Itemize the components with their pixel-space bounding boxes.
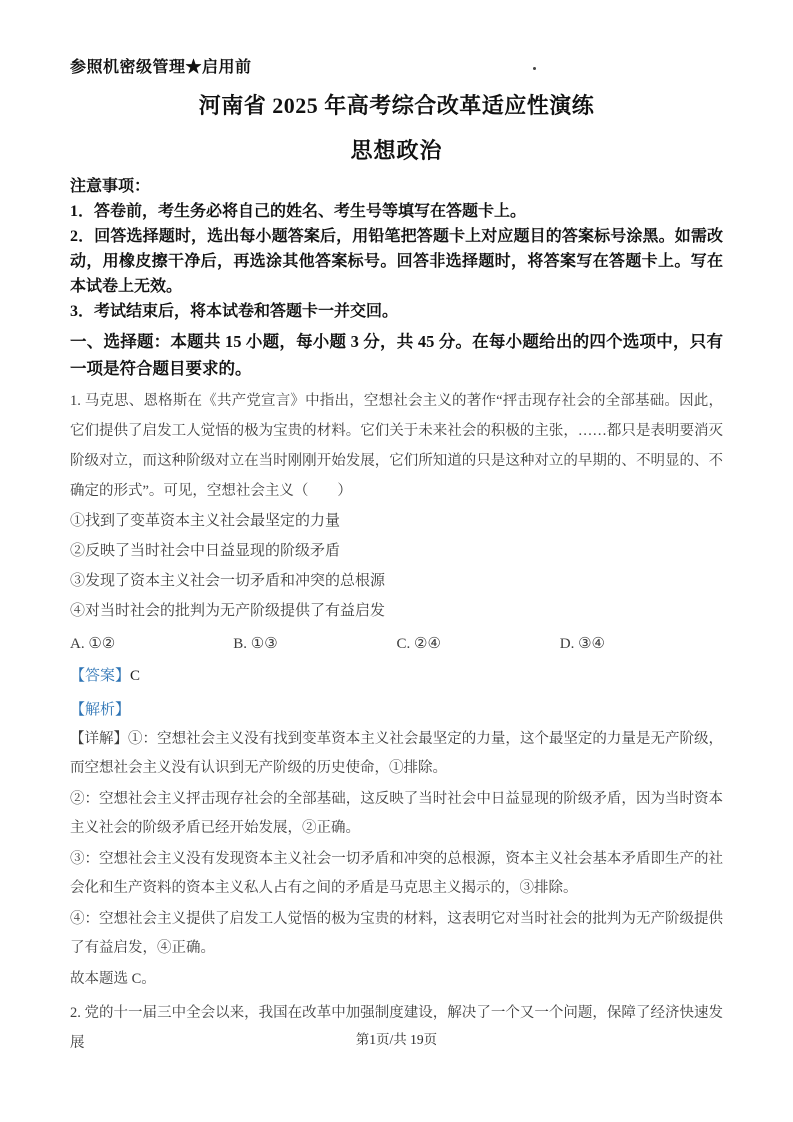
detail-paragraph-3: ③：空想社会主义没有发现资本主义社会一切矛盾和冲突的总根源，资本主义社会基本矛盾即生产的社会化和生产资料的资本主义私人占有之间的矛盾是马克思主义揭示的，③排除。 [70,851,723,896]
question-1-options [70,631,723,657]
answer-line [70,661,723,691]
option-c: C. ②④ [396,636,441,652]
detail-paragraph-2: ②：空想社会主义抨击现存社会的全部基础，这反映了当时社会中日益显现的阶级矛盾，因为当时资本主义社会的阶级矛盾已经开始发展，②正确。 [70,791,723,836]
detail-paragraph-1: 【详解】①：空想社会主义没有找到变革资本主义社会最坚定的力量，这个最坚定的力量是无产阶级，而空想社会主义没有认识到无产阶级的历史使命，①排除。 [70,731,723,776]
analysis-line [70,695,723,725]
question-1-statement-2: ②反映了当时社会中日益显现的阶级矛盾 [70,543,341,559]
subject-title: 思想政治 [350,138,443,163]
question-1-statement-4: ④对当时社会的批判为无产阶级提供了有益启发 [70,603,386,619]
question-2-stem: 2. 党的十一届三中全会以来，我国在改革中加强制度建设，解决了一个又一个问题，保障了经济快速发展 [70,1005,723,1051]
answer-marker: 【答案】 [70,668,131,684]
notice-item-2: 2．回答选择题时，选出每小题答案后，用铅笔把答题卡上对应题目的答案标号涂黑。如需改动，用橡皮擦干净后，再选涂其他答案标号。回答非选择题时，将答案写在答题卡上。写在本试卷上无效。 [70,228,723,295]
option-a: A. ①② [70,636,116,652]
detail-conclusion: 故本题选 C。 [70,971,156,987]
option-b: B. ①③ [233,636,278,652]
classification-notice: 参照机密级管理★启用前 [70,59,252,76]
detail-paragraph-4: ④：空想社会主义提供了启发工人觉悟的极为宝贵的材料，这表明它对当时社会的批判为无产阶级提供了有益启发，④正确。 [70,911,723,956]
page-title: 河南省 2025 年高考综合改革适应性演练 [198,93,595,118]
page-number-footer: 第1页/共 19页 [355,1032,438,1047]
analysis-marker: 【解析】 [70,702,131,718]
question-1-statement-3: ③发现了资本主义社会一切矛盾和冲突的总根源 [70,573,386,589]
section-one-heading: 一、选择题：本题共 15 小题，每小题 3 分，共 45 分。在每小题给出的四个选项中，只有一项是符合题目要求的。 [70,332,723,378]
question-1-statement-1: ①找到了变革资本主义社会最坚定的力量 [70,513,341,529]
stray-mark [533,67,536,70]
question-1-stem: 1. 马克思、恩格斯在《共产党宣言》中指出，空想社会主义的著作“抨击现存社会的全部基础。因此，它们提供了启发工人觉悟的极为宝贵的材料。它们关于未来社会的积极的主张，……都只是表明要消灭阶级对立，而这种阶级对立在当时刚刚开始发展，它们所知道的只是这种对立的早期的、不明显的、不确定的形式”。可见，空想社会主义（ ） [70,393,723,499]
notice-item-3: 3．考试结束后，将本试卷和答题卡一并交回。 [70,303,399,320]
notice-item-1: 1．答卷前，考生务必将自己的姓名、考生号等填写在答题卡上。 [70,203,527,220]
option-d: D. ③④ [559,636,605,652]
notice-heading: 注意事项： [70,178,151,195]
answer-value: C [130,668,141,684]
